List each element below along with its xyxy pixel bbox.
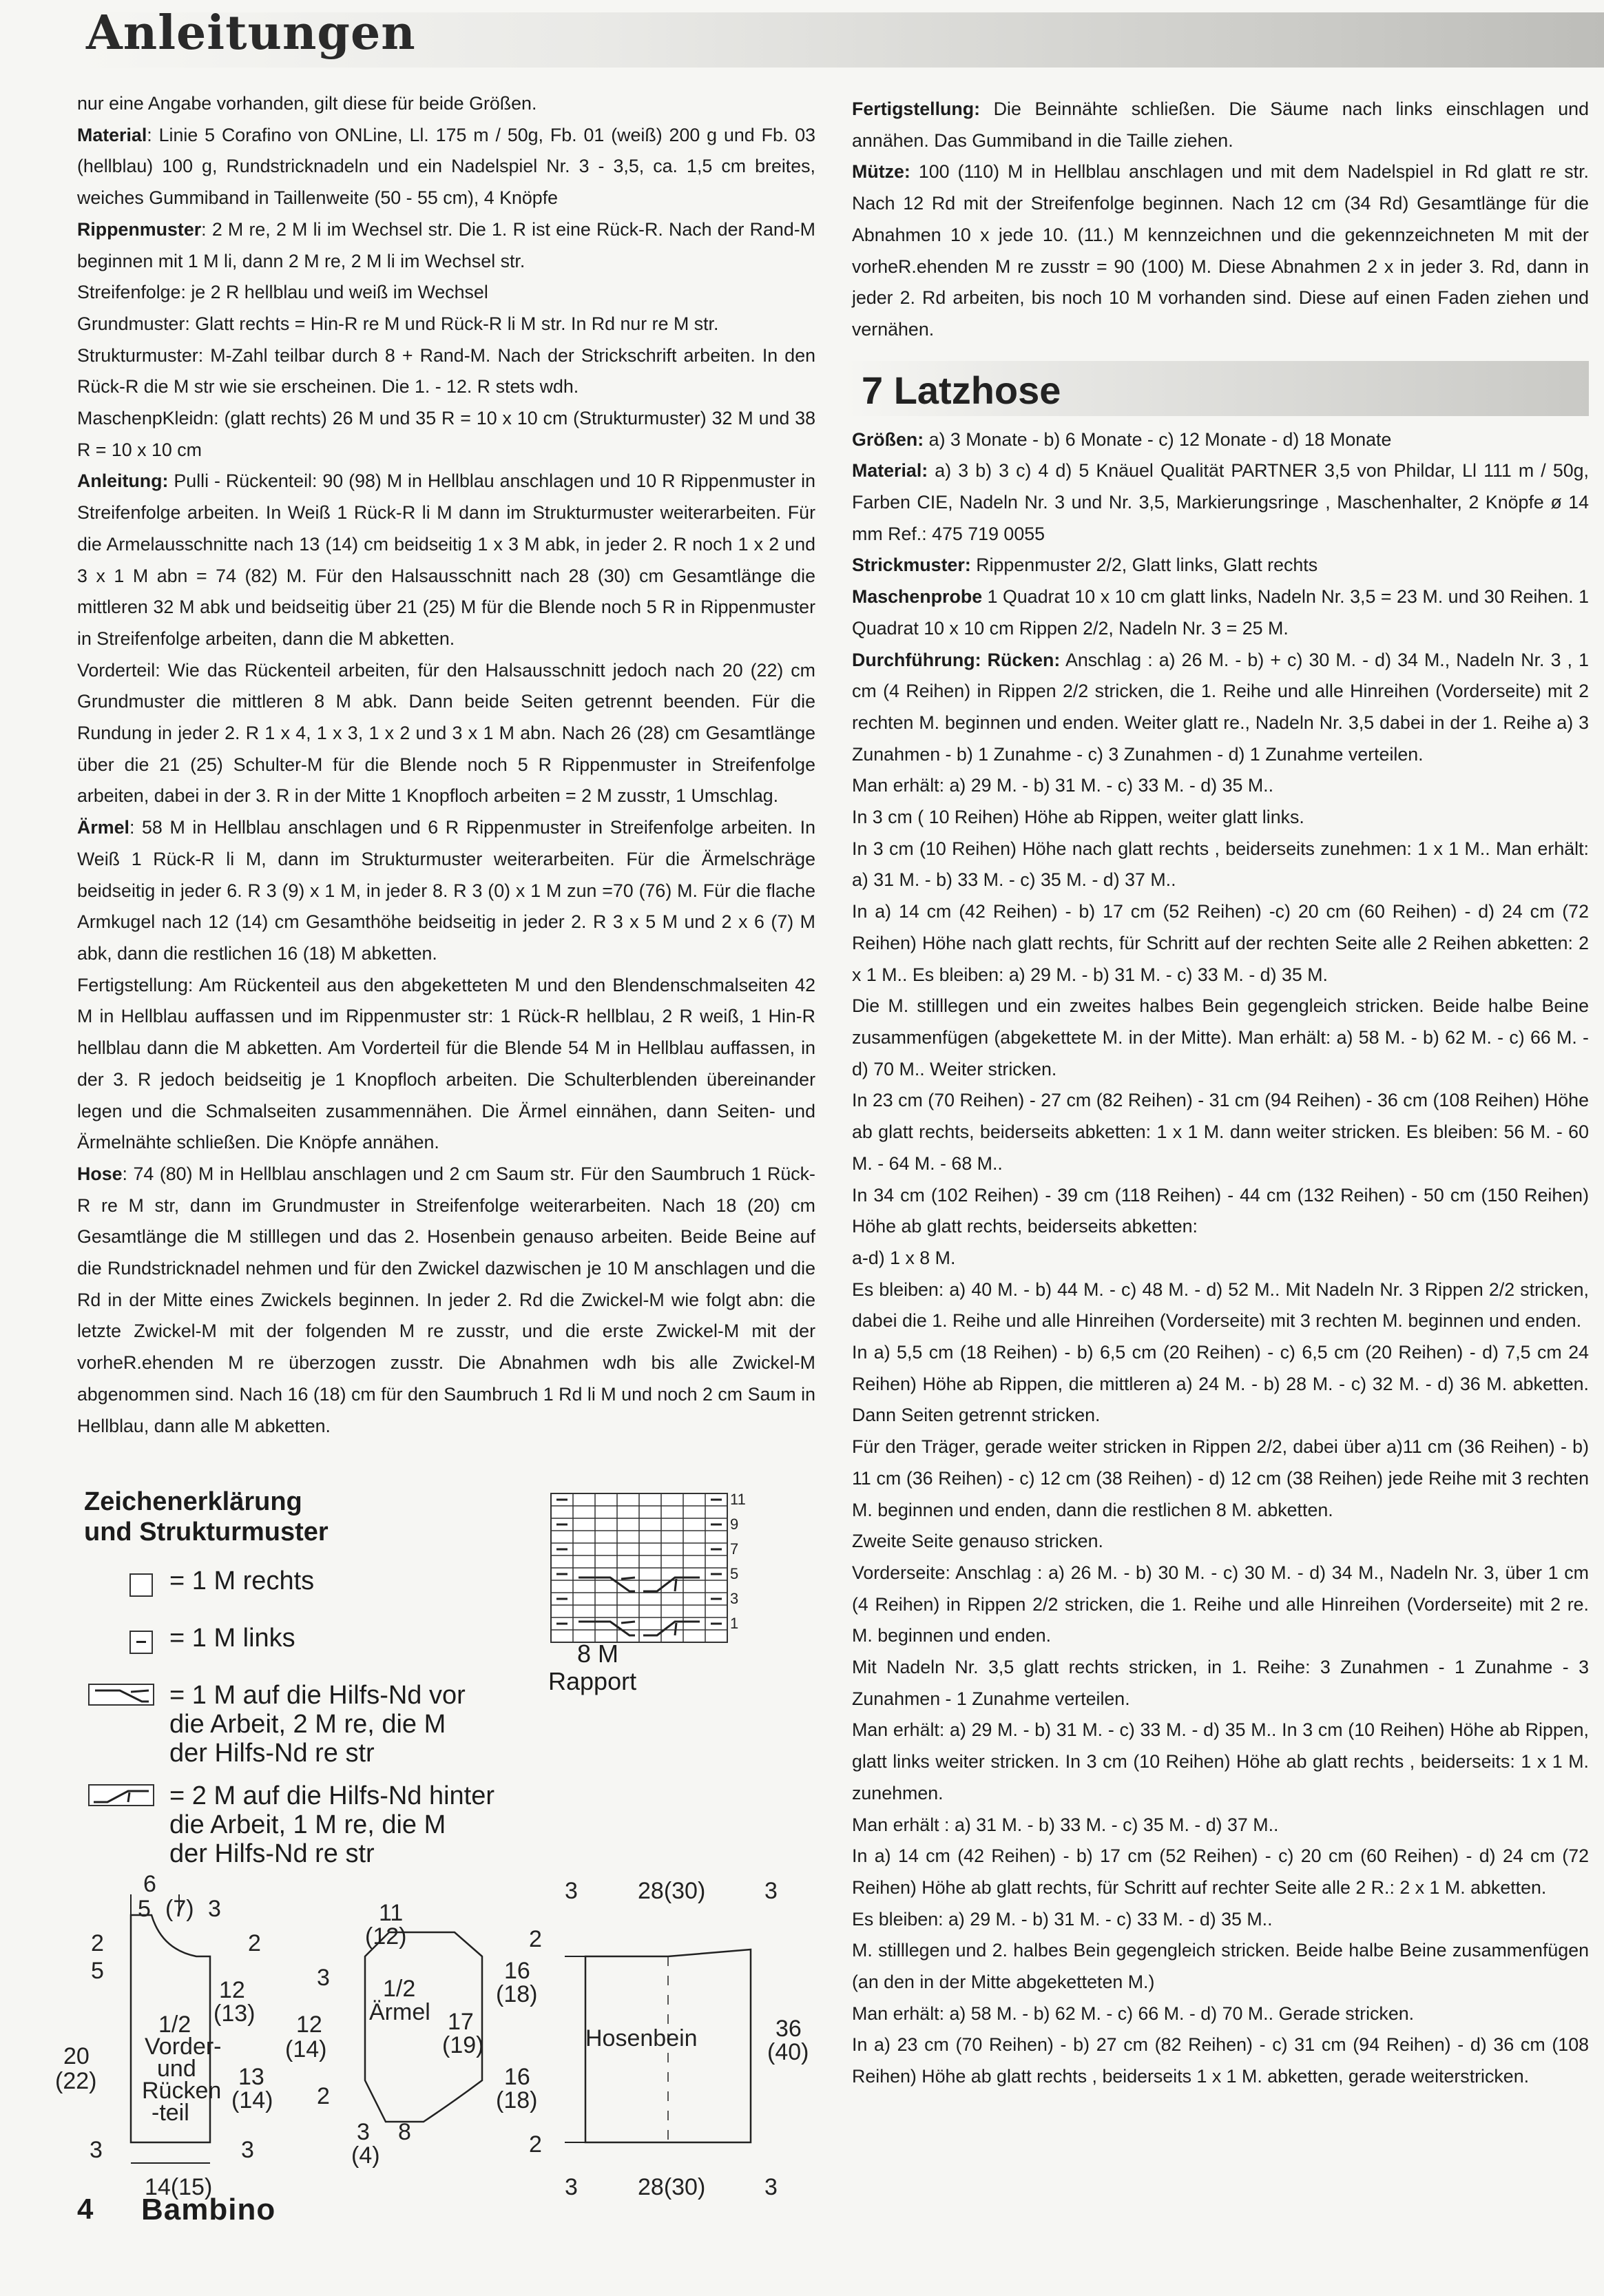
- dim: 3: [565, 1878, 578, 1904]
- dim: 2: [91, 1930, 104, 1956]
- dim: 3: [764, 2174, 778, 2200]
- paragraph: [852, 1841, 1589, 1903]
- dim: 2: [529, 2131, 542, 2158]
- paragraph: [852, 1431, 1589, 1526]
- row-number: 9: [730, 1516, 739, 1533]
- dim: 2: [529, 1926, 542, 1952]
- row-number: 3: [730, 1590, 739, 1607]
- section-title: 7 Latzhose: [862, 368, 1061, 412]
- paragraph: [852, 1935, 1589, 1998]
- paragraph: [852, 156, 1589, 345]
- paragraph: [77, 1159, 815, 1442]
- dim: (14): [231, 2087, 273, 2113]
- latzhose-instructions: [852, 424, 1589, 2093]
- row-number: 11: [730, 1491, 746, 1508]
- paragraph: [852, 424, 1589, 456]
- paragraph: [77, 403, 815, 466]
- bold-label: Maschenprobe: [852, 586, 983, 608]
- dim: 2: [317, 2083, 330, 2109]
- paragraph: [852, 1337, 1589, 1431]
- dim: (4): [351, 2142, 380, 2169]
- left-column: [77, 88, 815, 1442]
- paragraph: [77, 88, 815, 120]
- paragraph-text: : 2 M re, 2 M li im Wechsel str. Die 1. R ist eine Rück-R. Nach der Rand-M beginnen mit 1 M li, dann 2 M re, 2 M li im Wechsel str.: [77, 218, 815, 271]
- paragraph-text: Streifenfolge: je 2 R hellblau und weiß im Wechsel: [77, 282, 488, 303]
- piece-label: Ärmel: [369, 1999, 430, 2025]
- legend-item-cable-back: [169, 1781, 494, 1868]
- paragraph: [852, 1526, 1589, 1558]
- structure-pattern-chart: [544, 1488, 751, 1646]
- dim: 2: [248, 1930, 261, 1956]
- dim: 12: [296, 2011, 322, 2038]
- piece-label: Rücken: [142, 2078, 222, 2104]
- dim: (13): [213, 2000, 256, 2027]
- dim: (40): [767, 2039, 809, 2065]
- dim: 3: [764, 1878, 778, 1904]
- paragraph-text: a) 3 b) 3 c) 4 d) 5 Knäuel Qualität PARTNER 3,5 von Phildar, Ll 111 m / 50g, Farben CIE, Nadeln Nr. 3 und Nr. 3,5, Markierungsringe , Maschenhalter, 2 Knöpfe ø 14 mm Ref.: 475 719 0055: [852, 460, 1589, 544]
- cable-front-symbol: [88, 1684, 154, 1706]
- paragraph-text: In 23 cm (70 Reihen) - 27 cm (82 Reihen) - 31 cm (94 Reihen) - 36 cm (108 Reihen) Höhe ab glatt rechts, beiderseits abketten: 1 x 1 M. dann weiter stricken. Es bleiben: 56 M. - 60 M. - 64 M. - 68 M..: [852, 1090, 1589, 1174]
- row-number: 7: [730, 1540, 739, 1558]
- legend-item-cable-front: [169, 1681, 466, 1768]
- paragraph-text: Die M. stilllegen und ein zweites halbes Bein gegengleich stricken. Beide halbe Beine zusammenfügen (abgekettete M. in der Mitte). Man erhält: a) 58 M. - b) 62 M. - c) 66 M. - d) 70 M.. Weiter stricken.: [852, 995, 1589, 1079]
- paragraph-text: In 34 cm (102 Reihen) - 39 cm (118 Reihen) - 44 cm (132 Reihen) - 50 cm (150 Reihen) Höhe ab glatt rechts, beiderseits abketten:: [852, 1184, 1589, 1237]
- dim: 20: [63, 2043, 90, 2069]
- paragraph: [852, 1904, 1589, 1936]
- paragraph-text: M. stilllegen und 2. halbes Bein gegengleich stricken. Beide halbe Beine zusammenfügen (an den in der Mitte abgeketteten M.): [852, 1940, 1589, 1993]
- dim: 5: [91, 1958, 104, 1984]
- paragraph: [852, 1652, 1589, 1715]
- paragraph-text: Vorderteil: Wie das Rückenteil arbeiten, für den Halsausschnitt jedoch nach 20 (22) cm Grundmuster die mittleren 8 M abk. Dann beide Seiten getrennt beenden. Für die Rundung in jeder 2. R 1 x 4, 1 x 3, 1 x 2 und 3 x 1 M abn. Nach 26 (28) cm Gesamtlänge über die 21 (25) Schulter-M für die Blende noch 5 R Rippenmuster in Streifenfolge arbeiten, dabei in der 3. R in der Mitte 1 Knopfloch arbeiten = 2 M zusstr, 1 Umschlag.: [77, 659, 815, 807]
- legend-item-left: = 1 M links: [169, 1624, 295, 1653]
- paragraph: [852, 1998, 1589, 2030]
- paragraph-text: Grundmuster: Glatt rechts = Hin-R re M und Rück-R li M str. In Rd nur re M str.: [77, 313, 719, 334]
- legend-text: der Hilfs-Nd re str: [169, 1739, 375, 1768]
- legend-text: der Hilfs-Nd re str: [169, 1839, 375, 1868]
- paragraph: [77, 655, 815, 813]
- paragraph: [852, 1085, 1589, 1179]
- paragraph-text: Es bleiben: a) 40 M. - b) 44 M. - c) 48 M. - d) 52 M.. Mit Nadeln Nr. 3 Rippen 2/2 stricken, dabei die 1. Reihe und alle Hinreihen (Vorderseite) mit 3 rechten M. beginnen und enden.: [852, 1279, 1589, 1332]
- paragraph-text: Mit Nadeln Nr. 3,5 glatt rechts stricken, in 1. Reihe: 3 Zunahmen - 1 Zunahme - 3 Zunahmen - 1 Zunahme verteilen.: [852, 1657, 1589, 1709]
- dim: 5: [138, 1896, 151, 1922]
- dim: (19): [442, 2032, 484, 2058]
- dim: 3: [90, 2137, 103, 2163]
- bold-label: Fertigstellung:: [852, 99, 981, 119]
- piece-label: -teil: [152, 2100, 189, 2126]
- legend-title: [84, 1487, 329, 1547]
- paragraph-text: Man erhält: a) 29 M. - b) 31 M. - c) 33 M. - d) 35 M.. In 3 cm (10 Reihen) Höhe ab Rippen, glatt links weiter stricken. In 3 cm (10 Reihen) Höhe ab glatt rechts , beiderseits: 1 x 1 M. zunehmen.: [852, 1719, 1589, 1803]
- page-title: Anleitungen: [86, 6, 416, 61]
- paragraph: [852, 770, 1589, 802]
- paragraph-text: In a) 5,5 cm (18 Reihen) - b) 6,5 cm (20 Reihen) - c) 6,5 cm (20 Reihen) - d) 7,5 cm 24 Reihen) Höhe ab Rippen, die mittleren a) 24 M. - b) 28 M. - c) 32 M. - d) 36 M. abketten. Dann Seiten getrennt stricken.: [852, 1342, 1589, 1426]
- paragraph: [852, 94, 1589, 156]
- bold-label: Material: [77, 124, 147, 145]
- dim: (7): [165, 1896, 194, 1922]
- paragraph-text: Man erhält: a) 29 M. - b) 31 M. - c) 33 M. - d) 35 M..: [852, 775, 1274, 796]
- paragraph-text: Für den Träger, gerade weiter stricken in Rippen 2/2, dabei über a)11 cm (36 Reihen) - b) 11 cm (36 Reihen) - c) 12 cm (38 Reihen) - d) 12 cm (38 Reihen) jede Reihe mit 3 rechten M. beginnen und enden, dann die restlichen 8 M. abketten.: [852, 1436, 1589, 1520]
- paragraph-text: a-d) 1 x 8 M.: [852, 1247, 956, 1268]
- paragraph: [852, 2029, 1589, 2092]
- bold-label: Strickmuster:: [852, 555, 971, 576]
- paragraph: [77, 120, 815, 214]
- paragraph-text: Man erhält: a) 58 M. - b) 62 M. - c) 66 M. - d) 70 M.. Gerade stricken.: [852, 2003, 1415, 2024]
- paragraph: [77, 340, 815, 403]
- paragraph-text: In 3 cm (10 Reihen) Höhe nach glatt rechts , beiderseits zunehmen: 1 x 1 M.. Man erhält: a) 31 M. - b) 33 M. - c) 35 M. - d) 37 M..: [852, 838, 1589, 891]
- legend-text: = 2 M auf die Hilfs-Nd hinter: [169, 1781, 495, 1810]
- right-column: [852, 94, 1589, 2093]
- paragraph-text: Die Beinnähte schließen. Die Säume nach links einschlagen und annähen. Das Gummiband in die Taille ziehen.: [852, 99, 1589, 151]
- paragraph: [852, 1810, 1589, 1841]
- dim: 14(15): [145, 2174, 213, 2200]
- paragraph: [77, 214, 815, 277]
- dim: 3: [565, 2174, 578, 2200]
- chart-width-label: 8 M: [577, 1640, 619, 1668]
- bold-label: Material:: [852, 460, 928, 482]
- paragraph-text: Es bleiben: a) 29 M. - b) 31 M. - c) 33 M. - d) 35 M..: [852, 1908, 1273, 1930]
- piece-label: 1/2: [383, 1976, 416, 2002]
- bold-label: Durchführung: Rücken:: [852, 649, 1061, 670]
- paragraph-text: MaschenpKleidn: (glatt rechts) 26 M und 35 R = 10 x 10 cm (Strukturmuster) 32 M und 38 R = 10 x 10 cm: [77, 408, 815, 460]
- right-top-text: [852, 94, 1589, 346]
- paragraph-text: : Linie 5 Corafino von ONLine, Ll. 175 m / 50g, Fb. 01 (weiß) 200 g und Fb. 03 (hellblau) 100 g, Rundstricknadeln und ein Nadelspiel Nr. 3 - 3,5, ca. 1,5 cm breites, weiches Gummiband in Taillenweite (50 - 55 cm), 4 Knöpfe: [77, 124, 815, 209]
- piece-label: und: [157, 2056, 196, 2082]
- bold-label: Mütze:: [852, 161, 910, 183]
- row-number: 1: [730, 1615, 739, 1632]
- paragraph-text: Vorderseite: Anschlag : a) 26 M. - b) 30 M. - c) 30 M. - d) 34 M., Nadeln Nr. 3, über 1 cm (4 Reihen) in Rippen 2/2 stricken, die 1. Reihe und alle Hinreihen (Vorderseite) mit 2 re. M. beginnen und enden.: [852, 1562, 1589, 1646]
- piece-label: Hosenbein: [585, 2025, 698, 2051]
- paragraph-text: Anschlag : a) 26 M. - b) + c) 30 M. - d) 34 M., Nadeln Nr. 3 , 1 cm (4 Reihen) in Rippen 2/2 stricken, die 1. Reihe und alle Hinreihen (Vorderseite) mit 2 rechten M. beginnen und enden. Weiter glatt re., Nadeln Nr. 3,5 dabei in der 1. Reihe a) 3 Zunahmen - b) 1 Zunahme - c) 3 Zunahmen - d) 1 Zunahme verteilen.: [852, 649, 1589, 765]
- paragraph-text: 1 Quadrat 10 x 10 cm glatt links, Nadeln Nr. 3,5 = 23 M. und 30 Reihen. 1 Quadrat 10 x 10 cm Rippen 2/2, Nadeln Nr. 3 = 25 M.: [852, 586, 1589, 639]
- dim: (18): [496, 1981, 538, 2007]
- paragraph: [852, 991, 1589, 1085]
- paragraph: [852, 1715, 1589, 1809]
- legend-title-line2: und Strukturmuster: [84, 1518, 329, 1547]
- paragraph: [77, 309, 815, 340]
- bold-label: Ärmel: [77, 817, 129, 838]
- dim: (14): [285, 2036, 327, 2062]
- schematic-drawings: [41, 1874, 833, 2211]
- legend-text: = 1 M auf die Hilfs-Nd vor: [169, 1681, 466, 1710]
- paragraph: [77, 277, 815, 309]
- piece-label: 1/2: [158, 2011, 191, 2038]
- sleeve-schematic: [285, 1900, 537, 2169]
- paragraph: [77, 812, 815, 970]
- dim: 28(30): [638, 1878, 706, 1904]
- bold-label: Rippenmuster: [77, 218, 202, 240]
- dim: (18): [496, 2087, 538, 2113]
- bold-label: Hose: [77, 1163, 123, 1184]
- paragraph-text: : 74 (80) M in Hellblau anschlagen und 2 cm Saum str. Für den Saumbruch 1 Rück-R re M str, dann im Grundmuster in Streifenfolge weiterarbeiten. Nach 18 (20) cm Gesamtlänge die M stilllegen und das 2. Hosenbein genauso arbeiten. Beide Beine auf die Rundstricknadel nehmen und für den Zwickel dazwischen je 10 M anschlagen und die Rd in der Mitte eines Zwickels beginnen. In jeder 2. Rd die Zwickel-M wie folgt abn: die letzte Zwickel-M mit der folgenden M re zusstr, und die erste Zwickel-M mit der vorheR.ehenden M re überzogen zusstr. Die Abnahmen wdh bis alle Zwickel-M abgenommen sind. Nach 16 (18) cm für den Saumbruch 1 Rd li M und noch 2 cm Saum in Hellblau, dann alle M abketten.: [77, 1163, 815, 1436]
- dim: (22): [55, 2068, 97, 2094]
- paragraph-text: nur eine Angabe vorhanden, gilt diese für beide Größen.: [77, 93, 537, 114]
- section-header-bar: [844, 361, 1589, 416]
- paragraph-text: : 58 M in Hellblau anschlagen und 6 R Rippenmuster in Streifenfolge arbeiten. In Weiß 1 Rück-R li M, dann im Strukturmuster weiterarbeiten. Für die Ärmelschräge beidseitig in jeder 6. R 3 (9) x 1 M, in jeder 8. R 3 (0) x 1 M zun =70 (76) M. Für die flache Armkugel nach 12 (14) cm Gesamthöhe beidseitig in jeder 2. R 3 x 5 M und 2 x 6 (7) M abk, dann die restlichen 16 (18) M abketten.: [77, 817, 815, 964]
- paragraph: [852, 1274, 1589, 1337]
- dim: 28(30): [638, 2174, 706, 2200]
- paragraph-text: Pulli - Rückenteil: 90 (98) M in Hellblau anschlagen und 10 R Rippenmuster in Streifenfolge arbeiten. In Weiß 1 Rück-R li M dann im Strukturmuster weiterarbeiten. Für die Armelausschnitte nach 13 (14) cm beidseitig 1 x 3 M abk, in jeder 2. R noch 1 x 2 und 3 x 1 M abn = 74 (82) M. Für den Halsausschnitt nach 28 (30) cm Gesamtlänge die mittleren 32 M abk und beidseitig über 21 (25) M für die Blende noch 5 R in Rippenmuster in Streifenfolge arbeiten, dann die M abketten.: [77, 470, 815, 649]
- page-number: 4: [77, 2193, 94, 2225]
- dim: 3: [241, 2137, 254, 2163]
- paragraph-text: Strukturmuster: M-Zahl teilbar durch 8 + Rand-M. Nach der Strickschrift arbeiten. In den Rück-R die M str wie sie erscheinen. Die 1. - 12. R stets wdh.: [77, 344, 815, 397]
- paragraph-text: a) 3 Monate - b) 6 Monate - c) 12 Monate - d) 18 Monate: [924, 428, 1392, 450]
- dim: 8: [398, 2119, 411, 2145]
- legend-text: die Arbeit, 2 M re, die M: [169, 1710, 446, 1739]
- row-number: 5: [730, 1565, 739, 1582]
- paragraph: [852, 834, 1589, 896]
- paragraph: [852, 455, 1589, 550]
- dim: 16: [504, 2064, 530, 2090]
- dim: 11: [379, 1900, 404, 1926]
- bold-label: Größen:: [852, 428, 924, 450]
- paragraph-text: In a) 14 cm (42 Reihen) - b) 17 cm (52 Reihen) -c) 20 cm (60 Reihen) - d) 24 cm (72 Reihen) Höhe nach glatt rechts, für Schritt auf der rechten Seite alle 2 Reihen abketten: 2 x 1 M.. Es bleiben: a) 29 M. - b) 31 M. - c) 33 M. - d) 35 M.: [852, 901, 1589, 985]
- paragraph-text: Fertigstellung: Am Rückenteil aus den abgeketteten M und den Blendenschmalseiten 42 M in Hellblau auffassen und im Rippenmuster str: 1 Rück-R hellblau, 2 R weiß, 1 Hin-R hellblau dann die M abketten. Am Vorderteil für die Blende 54 M in Hellblau auffassen, in der 3. R jedoch beidseitig je 1 Knopfloch arbeiten. Die Schulterblenden übereinander legen und die Schmalseiten zusammennähen. Die Ärmel einnähen, dann Seiten- und Ärmelnähte schließen. Die Knöpfe annähen.: [77, 974, 815, 1153]
- legend-title-line1: Zeichenerklärung: [84, 1487, 302, 1516]
- dim: 3: [317, 1965, 330, 1991]
- body-schematic: [55, 1874, 273, 2200]
- dim: 3: [357, 2119, 370, 2145]
- dim: 36: [775, 2016, 802, 2042]
- paragraph: [77, 466, 815, 654]
- knit-left-symbol: [129, 1631, 153, 1654]
- chart-rapport-label: Rapport: [548, 1667, 637, 1695]
- dim: 12: [219, 1977, 245, 2003]
- paragraph: [77, 970, 815, 1159]
- paragraph: [852, 896, 1589, 991]
- paragraph-text: Zweite Seite genauso stricken.: [852, 1531, 1103, 1552]
- dim: 17: [448, 2009, 474, 2035]
- piece-label: Vorder-: [145, 2034, 222, 2060]
- paragraph-text: Man erhält : a) 31 M. - b) 33 M. - c) 35 M. - d) 37 M..: [852, 1814, 1279, 1835]
- dim: (12): [365, 1923, 407, 1949]
- bold-label: Anleitung:: [77, 470, 169, 492]
- paragraph-text: Rippenmuster 2/2, Glatt links, Glatt rechts: [970, 555, 1318, 576]
- magazine-name: Bambino: [141, 2193, 276, 2226]
- paragraph-text: In 3 cm ( 10 Reihen) Höhe ab Rippen, weiter glatt links.: [852, 807, 1304, 828]
- dim: 16: [504, 1958, 530, 1984]
- paragraph-text: 100 (110) M in Hellblau anschlagen und mit dem Nadelspiel in Rd glatt re str. Nach 12 Rd mit der Streifenfolge beginnen. Nach 12 cm (34 Rd) Gesamtlänge für die Abnahmen 10 x jede 10. (11.) M kennzeichnen und die gekennzeichneten M mit der vorheR.ehenden M re zusstr = 90 (100) M. Diese Abnahmen 2 x in jeder 3. Rd, dann in jeder 2. Rd arbeiten, bis noch 10 M vorhanden sind. Diese auf einen Faden ziehen und vernähen.: [852, 161, 1589, 340]
- paragraph: [852, 1558, 1589, 1652]
- paragraph: [852, 1243, 1589, 1274]
- dim: 6: [143, 1874, 156, 1897]
- pants-schematic: [529, 1878, 809, 2200]
- paragraph: [852, 645, 1589, 771]
- knit-right-symbol: [129, 1573, 153, 1597]
- paragraph: [852, 550, 1589, 581]
- legend-item-right: = 1 M rechts: [169, 1566, 315, 1595]
- paragraph-text: In a) 14 cm (42 Reihen) - b) 17 cm (52 Reihen) - c) 20 cm (60 Reihen) - d) 24 cm (72 Reihen) Höhe ab glatt rechts, für Schritt auf rechter Seite alle 2 R.: 2 x 1 M. abketten.: [852, 1845, 1589, 1898]
- paragraph: [852, 1180, 1589, 1243]
- cable-back-symbol: [88, 1784, 154, 1806]
- dim: 13: [238, 2064, 264, 2090]
- paragraph: [852, 581, 1589, 644]
- dim: 3: [208, 1896, 221, 1922]
- legend-text: die Arbeit, 1 M re, die M: [169, 1810, 446, 1839]
- paragraph: [852, 802, 1589, 834]
- paragraph-text: In a) 23 cm (70 Reihen) - b) 27 cm (82 Reihen) - c) 31 cm (94 Reihen) - d) 36 cm (108 Reihen) Höhe ab glatt rechts , beiderseits 1 x 1 M. abketten, gerade weiterstricken.: [852, 2034, 1589, 2087]
